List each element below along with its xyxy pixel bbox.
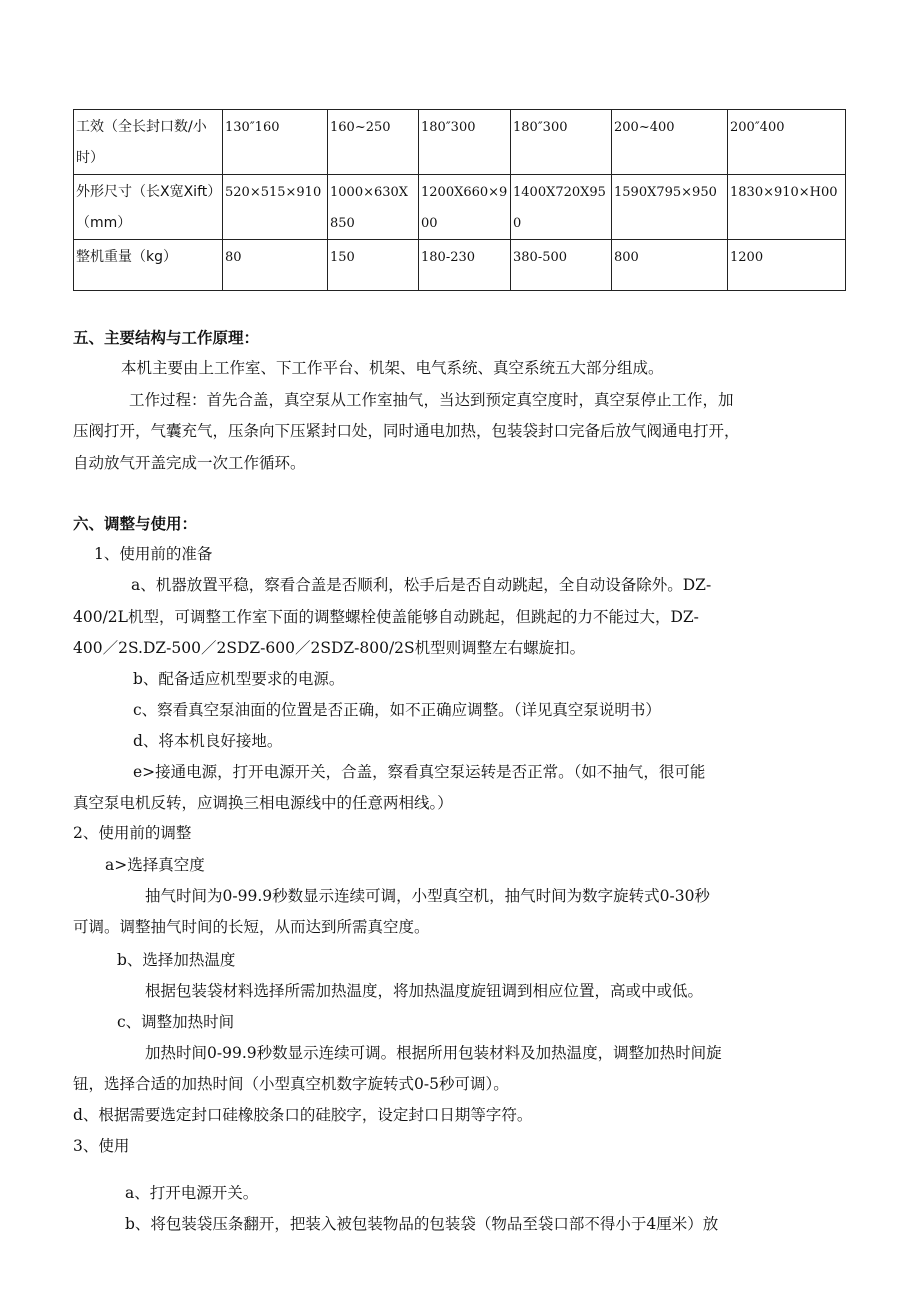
table-cell: 520×515×910 <box>223 175 328 240</box>
section6-heading: 六、调整与使用： <box>73 515 198 533</box>
table-cell: 1590X795×950 <box>612 175 728 240</box>
section5-paragraph-1: 本机主要由上工作室、下工作平台、机架、电气系统、真空系统五大部分组成。 <box>121 359 664 377</box>
spec-table <box>73 109 846 291</box>
table-cell: 1000×630X850 <box>328 175 419 240</box>
item-b2-title: b、选择加热温度 <box>117 951 236 969</box>
table-cell: 1200 <box>728 240 846 291</box>
table-cell: 150 <box>328 240 419 291</box>
table-cell: 800 <box>612 240 728 291</box>
section5-paragraph-2-line-2: 压阀打开，气囊充气，压条向下压紧封口处，同时通电加热，包装袋封口完备后放气阀通电打开， <box>73 422 740 440</box>
item-c2-line-1: 加热时间0-99.9秒数显示连续可调。根据所用包装材料及加热温度，调整加热时间旋 <box>145 1044 722 1062</box>
table-cell: 1830×910×H00 <box>728 175 846 240</box>
table-cell: 180″300 <box>511 110 612 175</box>
table-row-dimensions <box>74 175 846 240</box>
item-c2-title: c、调整加热时间 <box>117 1013 235 1031</box>
item-c: c、察看真空泵油面的位置是否正确，如不正确应调整。（详见真空泵说明书） <box>133 701 661 719</box>
table-cell: 200~400 <box>612 110 728 175</box>
table-cell: 160~250 <box>328 110 419 175</box>
table-cell: 180″300 <box>419 110 511 175</box>
item-b3: b、将包装袋压条翻开，把装入被包装物品的包装袋（物品至袋口部不得小于4厘米）放 <box>125 1215 719 1233</box>
table-cell: 200″400 <box>728 110 846 175</box>
item-e-line-1: e>接通电源，打开电源开关，合盖，察看真空泵运转是否正常。（如不抽气，很可能 <box>133 763 706 781</box>
item-a2-line-2: 可调。调整抽气时间的长短，从而达到所需真空度。 <box>73 918 430 936</box>
item-a-line-2: 400/2L机型，可调整工作室下面的调整螺栓使盖能够自动跳起，但跳起的力不能过大，DZ- <box>73 608 699 626</box>
subsection-2-title: 2、使用前的调整 <box>73 824 192 842</box>
table-cell: 80 <box>223 240 328 291</box>
item-a3: a、打开电源开关。 <box>125 1184 259 1202</box>
table-row-weight <box>74 240 846 291</box>
item-e-line-2: 真空泵电机反转，应调换三相电源线中的任意两相线。） <box>73 794 453 812</box>
row-label: 外形尺寸（长X宽Xift）（mm） <box>74 175 223 240</box>
item-a2-line-1: 抽气时间为0-99.9秒数显示连续可调，小型真空机，抽气时间为数字旋转式0-30秒 <box>145 887 710 905</box>
table-cell: 180-230 <box>419 240 511 291</box>
item-c2-line-2: 钮，选择合适的加热时间（小型真空机数字旋转式0-5秒可调）。 <box>73 1075 509 1093</box>
item-a-line-3: 400／2S.DZ-500／2SDZ-600／2SDZ-800/2S机型则调整左右螺旋扣。 <box>73 639 586 657</box>
table-cell: 380-500 <box>511 240 612 291</box>
section5-paragraph-2-line-1: 工作过程：首先合盖，真空泵从工作室抽气，当达到预定真空度时，真空泵停止工作，加 <box>129 391 734 409</box>
table-cell: 1200X660×900 <box>419 175 511 240</box>
item-d2: d、根据需要选定封口硅橡胶条口的硅胶字，设定封口日期等字符。 <box>73 1106 533 1124</box>
item-d: d、将本机良好接地。 <box>133 732 283 750</box>
section5-heading: 五、主要结构与工作原理： <box>73 329 260 347</box>
subsection-3-title: 3、使用 <box>73 1137 130 1155</box>
section5-paragraph-2-line-3: 自动放气开盖完成一次工作循环。 <box>73 454 306 472</box>
row-label: 整机重量（kg） <box>74 240 223 291</box>
item-a-line-1: a、机器放置平稳，察看合盖是否顺利，松手后是否自动跳起，全自动设备除外。DZ- <box>131 576 712 594</box>
item-b: b、配备适应机型要求的电源。 <box>133 670 345 688</box>
item-a2-title: a>选择真空度 <box>105 856 205 874</box>
table-cell: 1400X720X950 <box>511 175 612 240</box>
table-cell: 130″160 <box>223 110 328 175</box>
subsection-1-title: 1、使用前的准备 <box>94 545 213 563</box>
item-b2-line-1: 根据包装袋材料选择所需加热温度，将加热温度旋钮调到相应位置，高或中或低。 <box>145 982 704 1000</box>
table-row-efficiency <box>74 110 846 175</box>
row-label: 工效（全长封口数/小时） <box>74 110 223 175</box>
